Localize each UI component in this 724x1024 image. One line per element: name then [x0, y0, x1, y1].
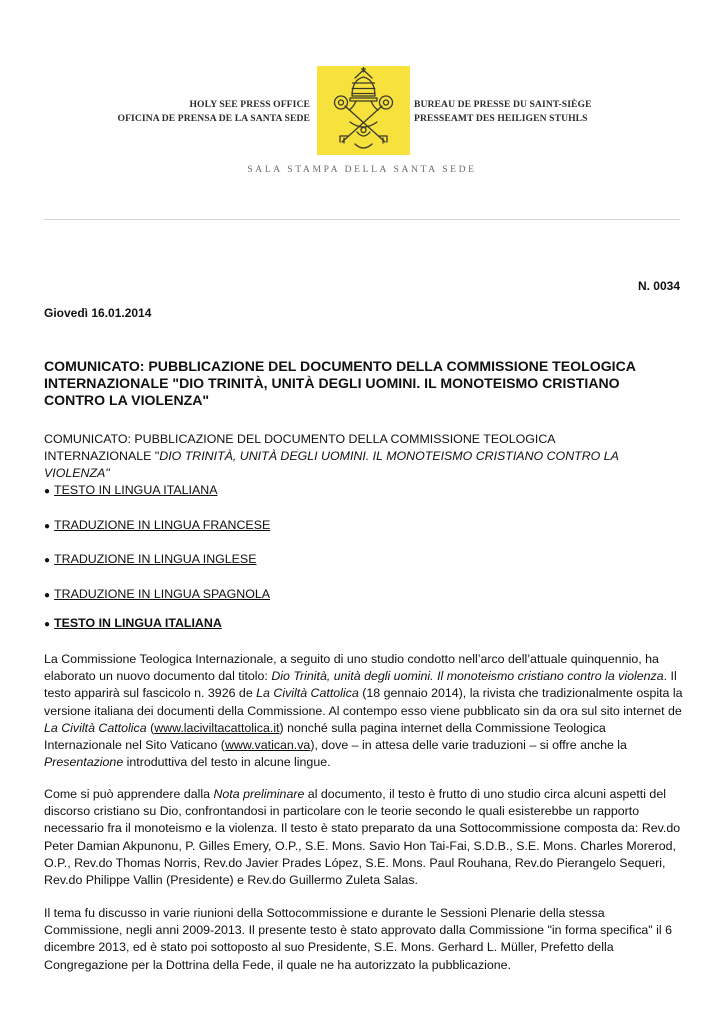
link-spanish[interactable]: TRADUZIONE IN LINGUA SPAGNOLA [54, 587, 271, 601]
subtitle-plain: COMUNICATO: PUBBLICAZIONE DEL DOCUMENTO DELLA COMMISSIONE TEOLOGICA INTERNAZIONALE " [44, 432, 555, 463]
paragraph-1 [44, 651, 684, 771]
link-vatican[interactable]: www.vatican.va [224, 738, 311, 753]
p2-nota: Nota preliminare [213, 787, 305, 801]
p1-text: introduttiva del testo in alcune lingue. [123, 755, 331, 770]
link-item-french[interactable] [44, 517, 270, 535]
masthead-right [414, 98, 714, 126]
subtitle-italic: DIO TRINITÀ, UNITÀ DEGLI UOMINI. IL MONOTEISMO CRISTIANO CONTRO LA VIOLENZA" [44, 449, 619, 480]
p2-text: Come si può apprendere dalla [44, 787, 214, 801]
masthead-left-line1: HOLY SEE PRESS OFFICE [189, 99, 310, 110]
p1-text: ( [146, 720, 155, 735]
p1-text: ) nonché sulla pagina internet della Commissione Teologica Internazionale nel Sito Vaticano ( [44, 720, 606, 753]
bulletin-date: Giovedì 16.01.2014 [44, 306, 152, 320]
p1-journal: La Civiltà Cattolica [44, 720, 147, 735]
p1-doc-title: Dio Trinità, unità degli uomini. Il monoteismo cristiano contro la violenza [271, 669, 664, 684]
sala-stampa-subtitle: SALA STAMPA DELLA SANTA SEDE [247, 164, 477, 175]
link-item-spanish[interactable] [44, 586, 270, 604]
masthead-left-line2: OFICINA DE PRENSA DE LA SANTA SEDE [117, 113, 310, 124]
p1-presentazione: Presentazione [44, 755, 124, 770]
p1-journal: La Civiltà Cattolica [256, 686, 359, 701]
crossed-keys-tiara-icon [317, 66, 410, 155]
link-italian[interactable]: TESTO IN LINGUA ITALIANA [54, 483, 218, 497]
masthead-right-line1: BUREAU DE PRESSE DU SAINT-SIÈGE [414, 99, 592, 110]
link-english[interactable]: TRADUZIONE IN LINGUA INGLESE [54, 552, 257, 566]
masthead-right-line2: PRESSEAMT DES HEILIGEN STUHLS [414, 113, 588, 124]
section-heading[interactable]: TESTO IN LINGUA ITALIANA [54, 616, 222, 630]
header-divider [44, 219, 680, 220]
bullet-dot: ● [44, 521, 51, 532]
bulletin-subtitle [44, 431, 664, 482]
section-anchor-italian[interactable] [44, 615, 222, 633]
p2-text: al documento, il testo è frutto di uno studio circa alcuni aspetti del discorso cristiano su Dio, confrontandosi in particolare con le teorie secondo le quali esisterebbe un rapporto necessario fra il monoteismo e la violenza. Il testo è stato preparato da una Sottocommissione composta da: Rev.do Peter Damian Akpunonu, P. Gilles Emery, O.P., S.E. Mons. Savio Hon Tai-Fai, S.D.B., S.E. Mons. Charles Morerod, O.P., Rev.do Thomas Norris, Rev.do Javier Prades López, S.E. Mons. Paul Rouhana, Rev.do Pierangelo Sequeri, Rev.do Philippe Vallin (Presidente) e Rev.do Guillermo Zuleta Salas. [44, 787, 681, 888]
masthead-left [10, 98, 310, 126]
bullet-dot: ● [44, 486, 51, 497]
p1-text: (18 gennaio 2014), la rivista che tradizionalmente ospita la versione italiana dei documenti della Commissione. Al contempo esso viene pubblicato sin da ora sul sito internet de [44, 686, 683, 718]
bullet-dot: ● [44, 555, 51, 566]
paragraph-2 [44, 786, 684, 889]
link-french[interactable]: TRADUZIONE IN LINGUA FRANCESE [54, 518, 271, 532]
bulletin-title: COMUNICATO: PUBBLICAZIONE DEL DOCUMENTO DELLA COMMISSIONE TEOLOGICA INTERNAZIONALE "DIO TRINITÀ, UNITÀ DEGLI UOMINI. IL MONOTEISMO CRISTIANO CONTRO LA VIOLENZA" [44, 358, 636, 408]
bulletin-number: N. 0034 [637, 279, 680, 293]
link-item-italian[interactable] [44, 482, 217, 500]
bullet-dot: ● [44, 619, 51, 630]
p1-text: ), dove – in attesa delle varie traduzioni – si offre anche la [310, 738, 627, 753]
link-civilta-cattolica[interactable]: www.laciviltacattolica.it [154, 720, 280, 735]
p1-text: La Commissione Teologica Internazionale, a seguito di uno studio condotto nell’arco dell’attuale quinquennio, ha elaborato un nuovo documento dal titolo: [44, 652, 659, 684]
bullet-dot: ● [44, 590, 51, 601]
link-item-english[interactable] [44, 551, 256, 569]
p1-text: . Il testo apparirà sul fascicolo n. 3926 de [44, 669, 677, 701]
paragraph-3: Il tema fu discusso in varie riunioni della Sottocommissione e durante le Sessioni Plenarie della stessa Commissione, negli anni 2009-2013. Il presente testo è stato approvato dalla Commissione "in forma specifica" il 6 dicembre 2013, ed è stato poi sottoposto al suo Presidente, S.E. Mons. Gerhard L. Müller, Prefetto della Congregazione per la Dottrina della Fede, il quale ne ha autorizzato la pubblicazione. [44, 906, 672, 972]
holy-see-emblem [317, 66, 410, 155]
